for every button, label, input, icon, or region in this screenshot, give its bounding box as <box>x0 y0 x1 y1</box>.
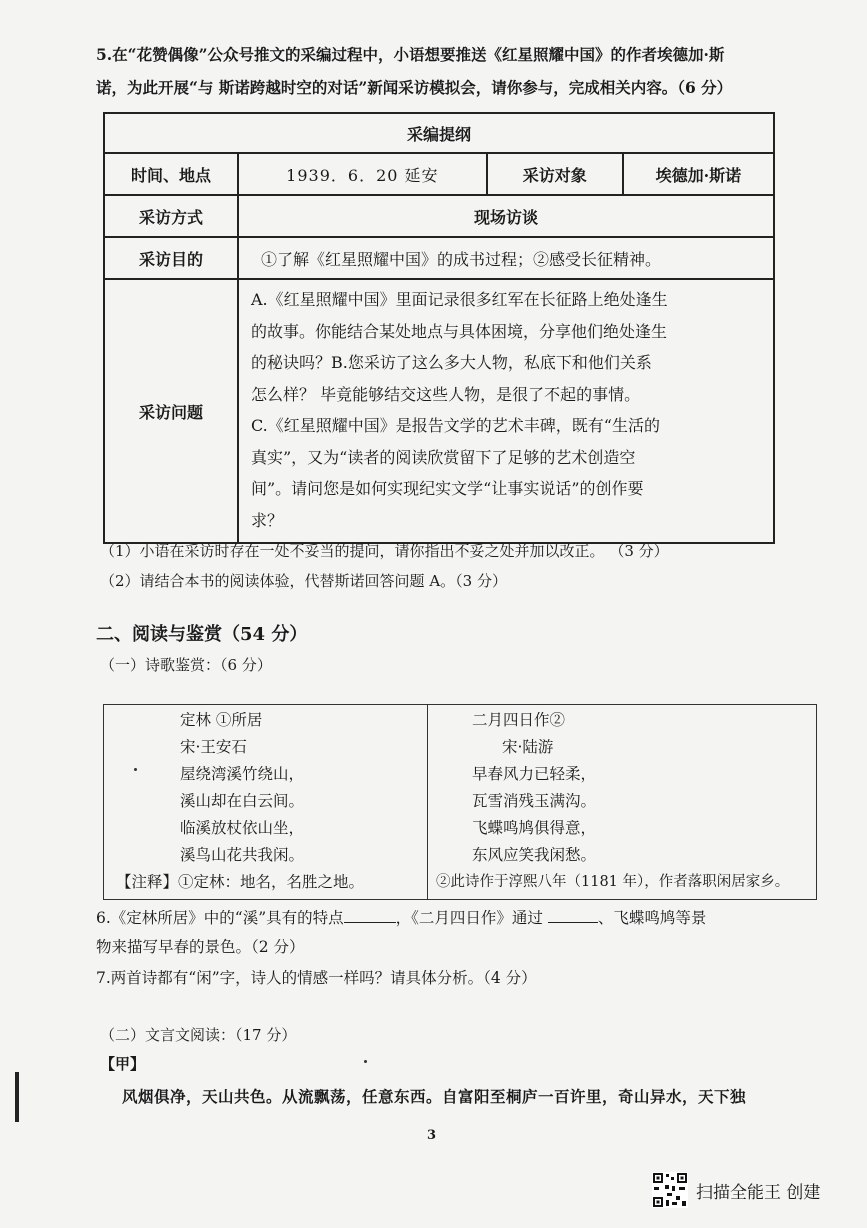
purpose-label: 采访目的 <box>104 237 238 279</box>
method-value: 现场访谈 <box>238 195 774 237</box>
purpose-value: ①了解《红星照耀中国》的成书过程；②感受长征精神。 <box>238 237 774 279</box>
target-label: 采访对象 <box>487 153 623 195</box>
qr-code-icon <box>652 1172 688 1208</box>
question-6-line-2: 物来描写早春的景色。（2 分） <box>96 938 305 956</box>
poem-title: 定林 ①所居 <box>180 711 263 729</box>
question-line: 怎么样？ 毕竟能够结交这些人物，是很了不起的事情。 <box>251 384 641 404</box>
method-label: 采访方式 <box>104 195 238 237</box>
poem-author: 宋·王安石 <box>180 738 247 756</box>
question-6 <box>96 904 796 962</box>
sub-question-2: （2）请结合本书的阅读体验，代替斯诺回答问题 A。（3 分） <box>100 572 507 590</box>
question-line: 的故事。你能结合某处地点与具体困境，分享他们绝处逢生 <box>251 321 668 341</box>
time-label: 时间、地点 <box>104 153 238 195</box>
time-value: 1939．6．20 延安 <box>238 153 487 195</box>
passage-marker: 【甲】 <box>100 1055 146 1073</box>
question-6-part-1: 6.《定林所居》中的“溪”具有的特点 <box>96 909 344 927</box>
answer-blank-1[interactable] <box>344 922 396 923</box>
poem-line: 瓦雪消残玉满沟。 <box>472 792 597 810</box>
scan-speck <box>364 1060 367 1063</box>
question-5 <box>96 38 786 104</box>
poem-line: 东风应笑我闲愁。 <box>472 846 597 864</box>
target-value: 埃德加·斯诺 <box>623 153 774 195</box>
poem-note: 【注释】①定林：地名，名胜之地。 <box>116 873 365 891</box>
question-7: 7.两首诗都有“闲”字，诗人的情感一样吗？请具体分析。（4 分） <box>96 969 537 987</box>
question-line: A.《红星照耀中国》里面记录很多红军在长征路上绝处逢生 <box>251 290 668 309</box>
poem-line: 溪山却在白云间。 <box>180 792 305 810</box>
watermark-text: 扫描全能王 创建 <box>696 1182 821 1203</box>
questions-label: 采访问题 <box>104 279 238 543</box>
classical-section-title: （二）文言文阅读：（17 分） <box>100 1026 297 1044</box>
question-6-part-3: 、飞蝶鸣鸠等景 <box>597 909 707 927</box>
poem-line: 屋绕湾溪竹绕山， <box>180 765 305 783</box>
poem-author: 宋·陆游 <box>502 738 554 756</box>
poem-february-fourth <box>428 705 816 899</box>
answer-blank-2[interactable] <box>548 922 598 923</box>
scanner-watermark <box>652 1168 820 1212</box>
poem-dinglin <box>104 705 428 899</box>
poem-line: 临溪放杖依山坐， <box>180 819 305 837</box>
poem-line: 早春风力已轻柔， <box>472 765 597 783</box>
interview-outline-table <box>103 112 775 544</box>
poem-note: ②此诗作于淳熙八年（1181 年），作者落职闲居家乡。 <box>436 874 790 890</box>
question-line: C.《红星照耀中国》是报告文学的艺术丰碑，既有“生活的 <box>251 416 660 435</box>
questions-cell <box>238 279 774 543</box>
sub-question-1: （1）小语在采访时存在一处不妥当的提问，请你指出不妥之处并加以改正。 （3 分） <box>100 542 669 560</box>
question-5-line-1: 5.在“花赞偶像”公众号推文的采编过程中，小语想要推送《红星照耀中国》的作者埃德加·斯 <box>96 45 725 64</box>
poem-title: 二月四日作② <box>472 711 566 729</box>
page-number: 3 <box>427 1128 437 1143</box>
table-title: 采编提纲 <box>104 113 774 153</box>
poem-line: 溪鸟山花共我闲。 <box>180 846 305 864</box>
question-line: 间”。请问您是如何实现纪实文学“让事实说话”的创作要 <box>251 479 644 498</box>
scan-speck <box>134 768 137 771</box>
scan-edge-mark <box>15 1072 19 1122</box>
question-line: 的秘诀吗？B.您采访了这么多大人物，私底下和他们关系 <box>251 353 652 372</box>
section-2-title: 二、阅读与鉴赏（54 分） <box>96 624 308 645</box>
poetry-section-title: （一）诗歌鉴赏：（6 分） <box>100 656 272 674</box>
classical-passage: 风烟俱净，天山共色。从流飘荡，任意东西。自富阳至桐庐一百许里，奇山异水，天下独 <box>122 1087 747 1106</box>
poem-line: 飞蝶鸣鸠俱得意， <box>472 819 597 837</box>
question-6-part-2: ，《二月四日作》通过 <box>395 909 543 927</box>
poems-box <box>103 704 817 900</box>
question-5-line-2: 诺，为此开展“与 斯诺跨越时空的对话”新闻采访模拟会，请你参与，完成相关内容。（6 分） <box>96 78 733 97</box>
question-line: 求？ <box>251 510 284 530</box>
question-line: 真实”，又为“读者的阅读欣赏留下了足够的艺术创造空 <box>251 447 636 467</box>
